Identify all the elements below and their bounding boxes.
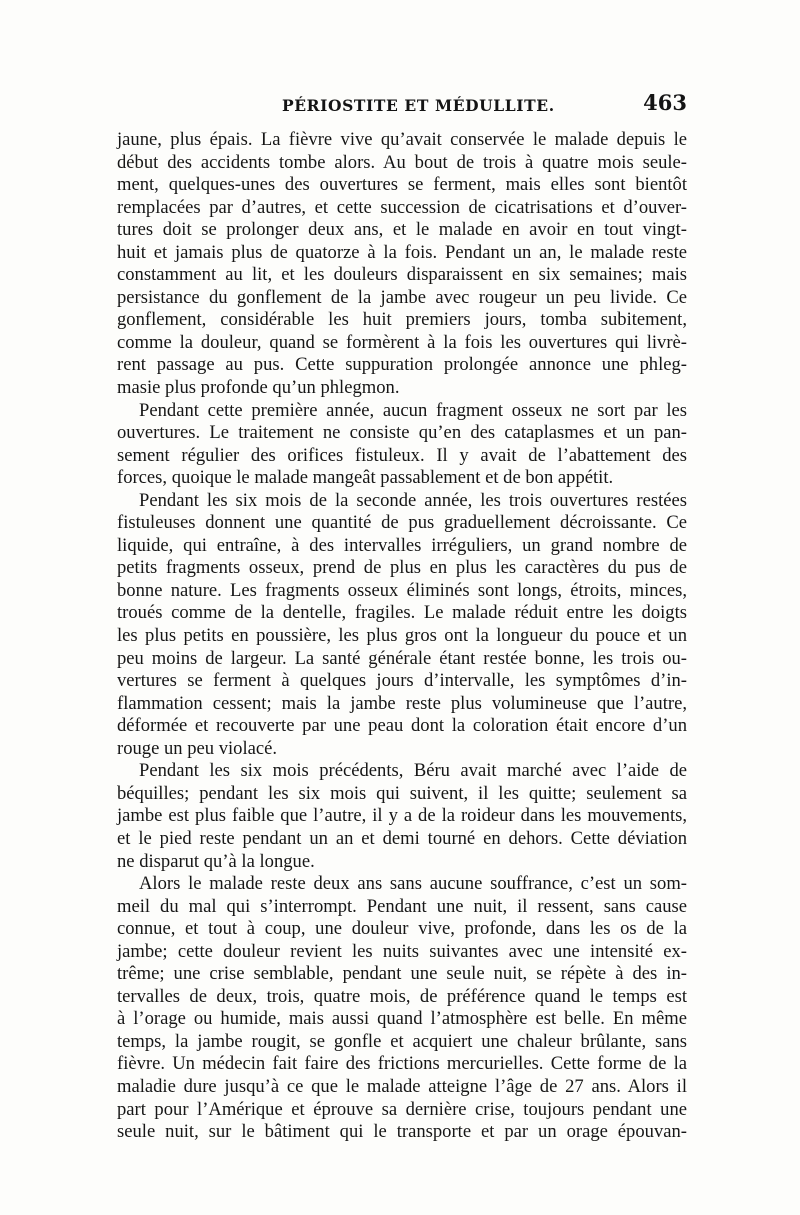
text-line: fièvre. Un médecin fait faire des frictions mercurielles. Cette forme de la [117,1053,687,1075]
text-line: jambe est plus faible que l’autre, il y a de la roideur dans les mouvements, [117,805,687,827]
text-line: à l’orage ou humide, mais aussi quand l’atmosphère est belle. En même [117,1008,687,1030]
text-line: fistuleuses donnent une quantité de pus graduellement décroissante. Ce [117,512,687,534]
text-line: vertures se ferment à quelques jours d’intervalle, les symptômes d’in- [117,670,687,692]
text-line: et le pied reste pendant un an et demi tourné en dehors. Cette déviation [117,827,687,849]
body-text [117,129,687,1144]
paragraph [117,400,687,490]
text-line: rent passage au pus. Cette suppuration prolongée annonce une phleg- [117,354,687,376]
text-line: jaune, plus épais. La fièvre vive qu’avait conservée le malade depuis le [117,129,687,150]
text-line: troués comme de la dentelle, fragiles. Le malade réduit entre les doigts [117,602,687,624]
page-number: 463 [643,90,687,115]
text-line: maladie dure jusqu’à ce que le malade atteigne l’âge de 27 ans. Alors il [117,1075,687,1097]
text-line: flammation cessent; mais la jambe reste plus volumineuse que l’autre, [117,692,687,714]
text-line: tervalles de deux, trois, quatre mois, de préférence quand le temps est [117,985,687,1007]
text-line: persistance du gonflement de la jambe avec rougeur un peu livide. Ce [117,286,687,308]
paragraph [117,129,687,400]
text-line: comme la douleur, quand se formèrent à la fois les ouvertures qui livrè- [117,331,687,353]
paragraph [117,490,687,761]
text-line: déformée et recouverte par une peau dont la coloration était encore d’un [117,715,687,737]
text-line: ne disparut qu’à la longue. [117,850,315,872]
paragraph [117,873,687,1144]
text-line: petits fragments osseux, prend de plus en plus les caractères du pus de [117,557,687,579]
text-line: Pendant les six mois de la seconde année, les trois ouvertures restées [139,489,687,511]
text-line: Pendant cette première année, aucun fragment osseux ne sort par les [139,399,687,421]
text-line: bonne nature. Les fragments osseux éliminés sont longs, étroits, minces, [117,579,687,601]
text-line: trême; une crise semblable, pendant une seule nuit, se répète à des in- [117,963,687,985]
text-line: Alors le malade reste deux ans sans aucune souffrance, c’est un som- [139,873,687,895]
paragraph [117,760,687,873]
text-line: sement régulier des orifices fistuleux. Il y avait de l’abattement des [117,444,687,466]
text-line: forces, quoique le malade mangeât passablement et de bon appétit. [117,467,614,489]
text-line: début des accidents tombe alors. Au bout de trois à quatre mois seule- [117,151,687,173]
text-line: béquilles; pendant les six mois qui suivent, il les quitte; seulement sa [117,782,687,804]
text-line: ouvertures. Le traitement ne consiste qu’en des cataplasmes et un pan- [117,422,687,444]
text-line: rouge un peu violacé. [117,737,278,759]
page-header [117,90,687,120]
running-title: PÉRIOSTITE ET MÉDULLITE. [282,96,555,115]
text-line: gonflement, considérable les huit premiers jours, tomba subitement, [117,309,687,331]
text-line: temps, la jambe rougit, se gonfle et acquiert une chaleur brûlante, sans [117,1030,687,1052]
text-line: tures doit se prolonger deux ans, et le malade en avoir en tout vingt- [117,219,687,241]
text-line: connue, et tout à coup, une douleur vive, profonde, dans les os de la [117,918,687,940]
text-line: jambe; cette douleur revient les nuits suivantes avec une intensité ex- [117,940,687,962]
text-line: remplacées par d’autres, et cette succession de cicatrisations et d’ouver- [117,196,687,218]
text-line: les plus petits en poussière, les plus gros ont la longueur du pouce et un [117,625,687,647]
text-line: Pendant les six mois précédents, Béru avait marché avec l’aide de [139,760,687,782]
text-line: part pour l’Amérique et éprouve sa dernière crise, toujours pendant une [117,1098,687,1120]
text-line: peu moins de largeur. La santé générale étant restée bonne, les trois ou- [117,647,687,669]
text-line: masie plus profonde qu’un phlegmon. [117,377,400,399]
text-line: seule nuit, sur le bâtiment qui le transporte et par un orage épouvan- [117,1121,687,1143]
text-line: huit et jamais plus de quatorze à la fois. Pendant un an, le malade reste [117,241,687,263]
text-line: constamment au lit, et les douleurs disparaissent en six semaines; mais [117,264,687,286]
text-line: meil du mal qui s’interrompt. Pendant une nuit, il ressent, sans cause [117,895,687,917]
text-line: liquide, qui entraîne, à des intervalles irréguliers, un grand nombre de [117,534,687,556]
text-line: ment, quelques-unes des ouvertures se ferment, mais elles sont bientôt [117,174,687,196]
